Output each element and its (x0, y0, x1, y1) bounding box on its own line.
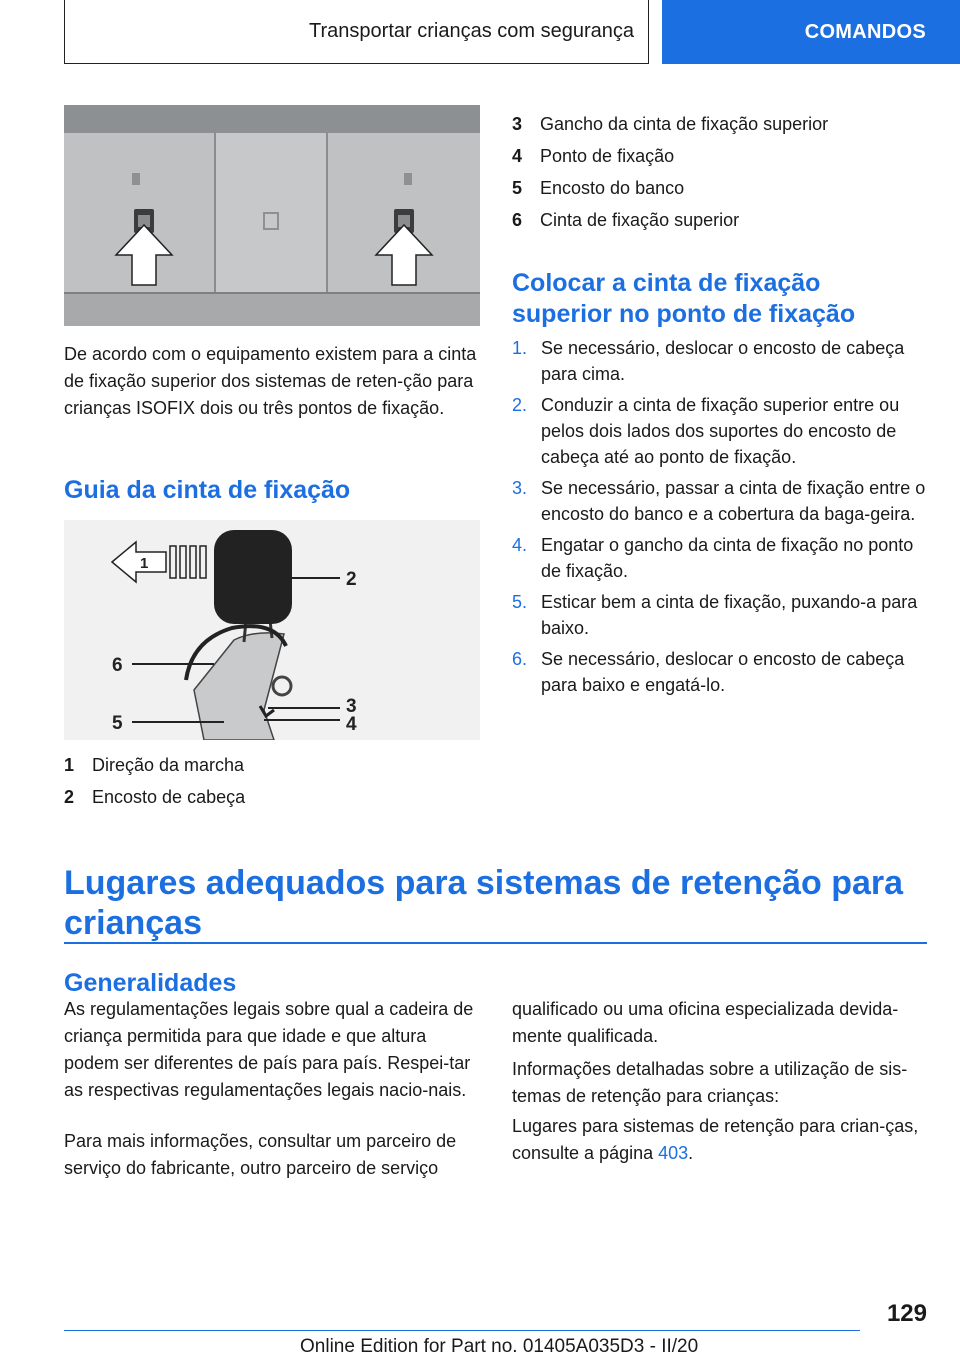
step-number: 5. (512, 592, 528, 612)
step-text: Engatar o gancho da cinta de fixação no ponto de fixação. (541, 535, 914, 581)
general-paragraph-5-text: Lugares para sistemas de retenção para crian-ças, consulte a página (512, 1116, 919, 1163)
step-item (512, 335, 932, 387)
footer-rule (64, 1330, 860, 1331)
step-number: 1. (512, 338, 528, 358)
step-item (512, 589, 932, 641)
step-text: Conduzir a cinta de fixação superior entre ou pelos dois lados dos suportes do encosto de cabeça até ao ponto de fixação. (541, 395, 900, 467)
callout-5: 5 (112, 713, 123, 734)
step-text: Se necessário, deslocar o encosto de cabeça para baixo e engatá-lo. (541, 649, 905, 695)
section-heading: Lugares adequados para sistemas de retenção para crianças (64, 864, 904, 942)
legend-item (512, 111, 828, 137)
general-paragraph-5-end: . (688, 1143, 694, 1163)
step-item (512, 392, 932, 470)
general-paragraph-5 (512, 1113, 928, 1167)
callout-4: 4 (346, 714, 357, 735)
tether-diagram (64, 520, 480, 740)
guide-heading: Guia da cinta de fixação (64, 476, 351, 504)
section-rule (64, 942, 927, 944)
general-paragraph-2: Para mais informações, consultar um parceiro de serviço do fabricante, outro parceiro de serviço (64, 1131, 457, 1178)
callout-1: 1 (140, 555, 149, 572)
step-item (512, 475, 932, 527)
legend-num: 4 (512, 146, 523, 166)
legend-num: 1 (64, 755, 75, 775)
step-number: 6. (512, 649, 528, 669)
callout-6: 6 (112, 655, 123, 676)
anchor-points-photo (64, 105, 480, 326)
legend-text: Encosto do banco (540, 178, 685, 198)
legend-text: Direção da marcha (92, 755, 245, 775)
section-title: Transportar crianças com segurança (309, 20, 634, 42)
legend-num: 5 (512, 178, 523, 198)
general-paragraph-3: qualificado ou uma oficina especializada devida-mente qualificada. (512, 999, 899, 1046)
callout-2: 2 (346, 569, 357, 590)
legend-text: Ponto de fixação (540, 146, 675, 166)
chapter-label: COMANDOS (804, 20, 926, 43)
footer-edition: Online Edition for Part no. 01405A035D3 - II/20 (300, 1336, 699, 1357)
step-item (512, 532, 932, 584)
step-text: Esticar bem a cinta de fixação, puxando-a para baixo. (541, 592, 918, 638)
legend-item (64, 784, 245, 810)
steps-list (512, 335, 932, 703)
attach-heading: Colocar a cinta de fixação superior no ponto de fixação (512, 269, 856, 328)
page-link[interactable]: 403 (658, 1143, 689, 1163)
general-heading: Generalidades (64, 969, 237, 997)
legend-text: Gancho da cinta de fixação superior (540, 114, 829, 134)
general-paragraph-4: Informações detalhadas sobre a utilização de sis-temas de retenção para crianças: (512, 1059, 908, 1106)
step-text: Se necessário, passar a cinta de fixação entre o encosto do banco e a cobertura da baga-geira. (541, 478, 926, 524)
running-header (64, 0, 649, 64)
legend-num: 2 (64, 787, 75, 807)
step-number: 2. (512, 395, 528, 415)
chapter-tab[interactable] (662, 0, 960, 64)
callout-3: 3 (346, 696, 357, 717)
legend-item (512, 207, 739, 233)
general-paragraph-1: As regulamentações legais sobre qual a cadeira de criança permitida para que idade e que altura podem ser diferentes de país para país. Respei-tar as respectivas regulamentações legais nacio-nais. (64, 999, 474, 1100)
page-number: 129 (886, 1300, 927, 1327)
legend-text: Cinta de fixação superior (540, 210, 740, 230)
step-number: 4. (512, 535, 528, 555)
legend-item (64, 752, 244, 778)
step-item (512, 646, 932, 698)
legend-num: 3 (512, 114, 523, 134)
legend-num: 6 (512, 210, 523, 230)
intro-paragraph: De acordo com o equipamento existem para a cinta de fixação superior dos sistemas de reten-ção para crianças ISOFIX dois ou três pontos de fixação. (64, 344, 477, 418)
legend-item (512, 143, 674, 169)
step-text: Se necessário, deslocar o encosto de cabeça para cima. (541, 338, 905, 384)
legend-text: Encosto de cabeça (92, 787, 246, 807)
step-number: 3. (512, 478, 528, 498)
legend-item (512, 175, 684, 201)
